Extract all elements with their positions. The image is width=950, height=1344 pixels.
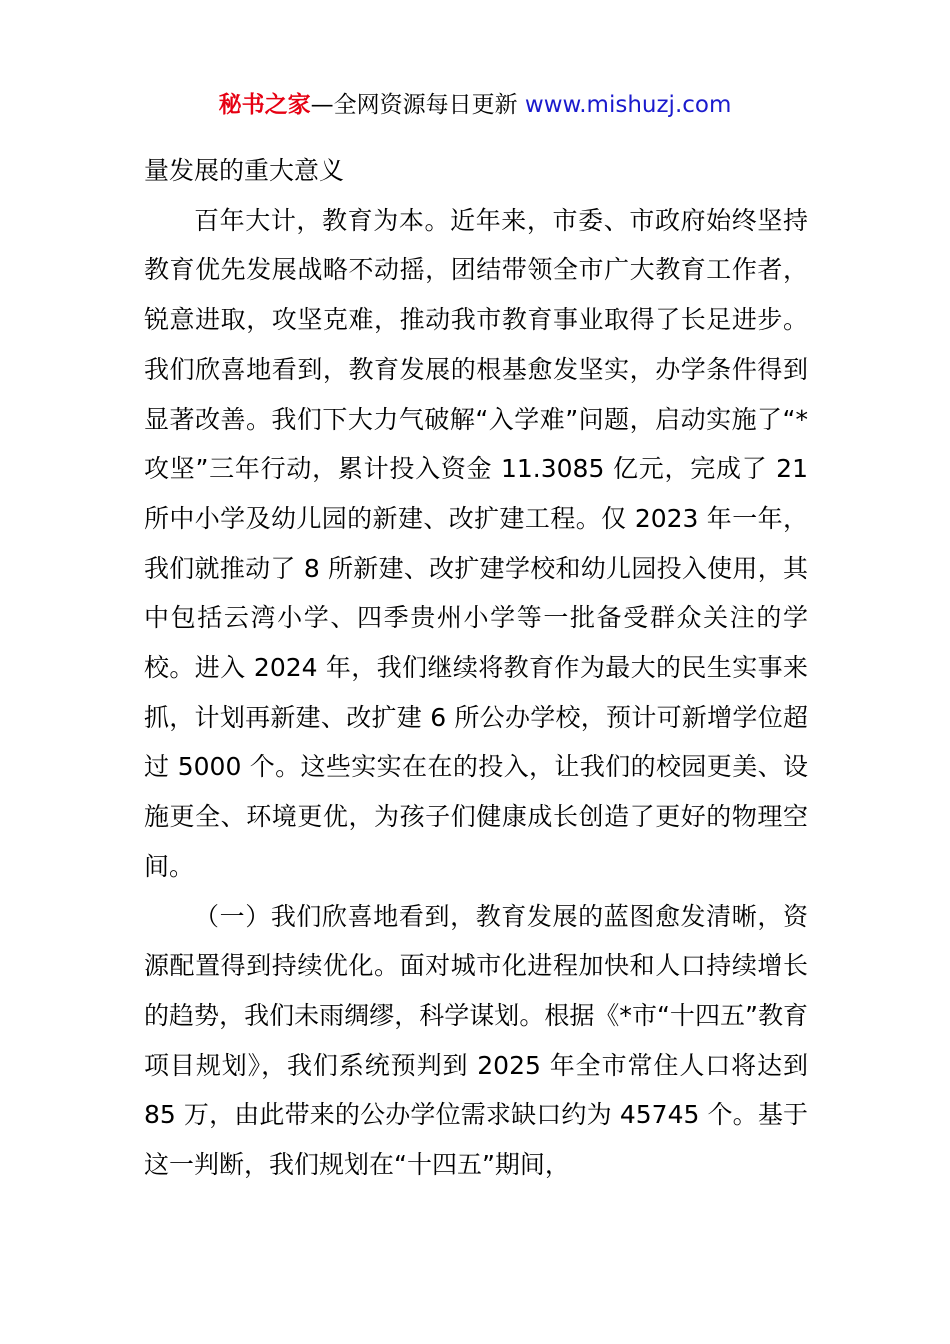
document-body <box>144 146 808 1190</box>
paragraph-section-one: （一）我们欣喜地看到，教育发展的蓝图愈发清晰，资源配置得到持续优化。面对城市化进程加快和人口持续增长的趋势，我们未雨绸缪，科学谋划。根据《*市“十四五”教育项目规划》，我们系统预判到 2025 年全市常住人口将达到 85 万，由此带来的公办学位需求缺口约为 45745 个。基于这一判断，我们规划在“十四五”期间， <box>144 901 808 1180</box>
site-tagline: —全网资源每日更新 <box>310 92 525 118</box>
site-url-link[interactable]: www.mishuzj.com <box>524 92 732 118</box>
paragraph-continuation: 量发展的重大意义 <box>144 156 345 185</box>
paragraph-education-investment: 百年大计，教育为本。近年来，市委、市政府始终坚持教育优先发展战略不动摇，团结带领全市广大教育工作者，锐意进取，攻坚克难，推动我市教育事业取得了长足进步。我们欣喜地看到，教育发展的根基愈发坚实，办学条件得到显著改善。我们下大力气破解“入学难”问题，启动实施了“*攻坚”三年行动，累计投入资金 11.3085 亿元，完成了 21 所中小学及幼儿园的新建、改扩建工程。仅 2023 年一年，我们就推动了 8 所新建、改扩建学校和幼儿园投入使用，其中包括云湾小学、四季贵州小学等一批备受群众关注的学校。进入 2024 年，我们继续将教育作为最大的民生实事来抓，计划再新建、改扩建 6 所公办学校，预计可新增学位超过 5000 个。这些实实在在的投入，让我们的校园更美、设施更全、环境更优，为孩子们健康成长创造了更好的物理空间。 <box>144 205 808 881</box>
site-brand: 秘书之家 <box>218 92 311 118</box>
site-header <box>0 88 950 122</box>
